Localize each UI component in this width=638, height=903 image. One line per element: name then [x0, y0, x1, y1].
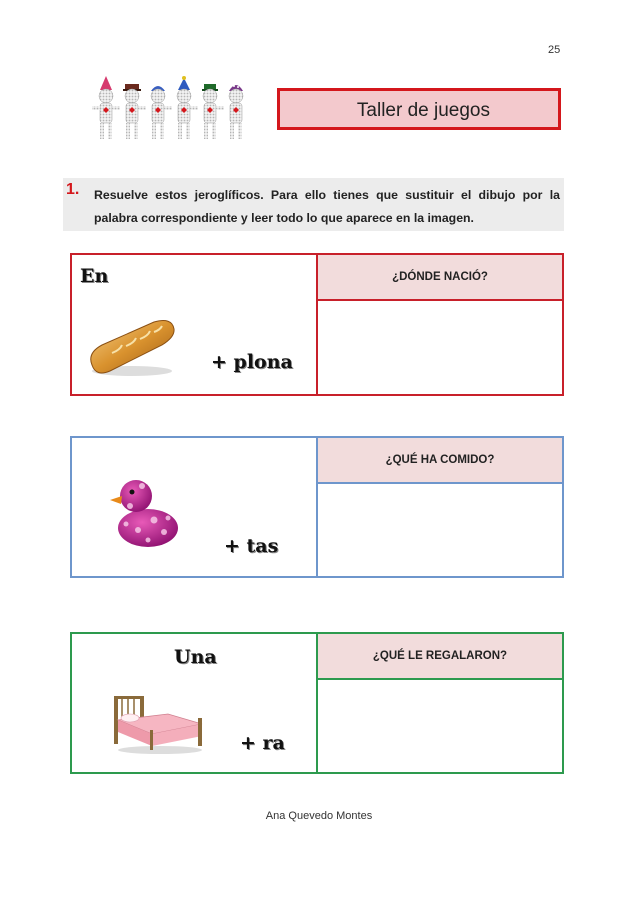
question-header: ¿QUÉ LE REGALARON?: [318, 634, 562, 680]
puzzle-box-3: [70, 632, 564, 774]
instruction-number: 1.: [66, 181, 80, 198]
hieroglyph-panel: [72, 255, 318, 394]
question-header: ¿DÓNDE NACIÓ?: [318, 255, 562, 301]
page-title: Taller de juegos: [356, 100, 490, 121]
title-box: [277, 88, 561, 130]
puzzle-box-1: [70, 253, 564, 396]
footer-author: Ana Quevedo Montes: [265, 810, 373, 822]
question-panel: [318, 438, 562, 576]
question-panel: [318, 255, 562, 394]
children-illustration: [88, 74, 256, 150]
bread-icon: [82, 317, 178, 379]
children-figures-icon: [88, 74, 256, 150]
answer-area[interactable]: [318, 301, 562, 394]
puzzle-box-2: [70, 436, 564, 578]
hieroglyph-panel: [72, 634, 318, 772]
hieroglyph-suffix: + plona: [211, 351, 293, 373]
answer-area[interactable]: [318, 680, 562, 772]
question-header: ¿QUÉ HA COMIDO?: [318, 438, 562, 484]
duck-icon: [108, 474, 180, 550]
hieroglyph-prefix: Una: [174, 646, 217, 668]
page-number: 25: [548, 44, 561, 56]
question-panel: [318, 634, 562, 772]
answer-area[interactable]: [318, 484, 562, 576]
instruction-text: Resuelve estos jeroglíficos. Para ello tienes que sustituir el dibujo por la palabra correspondiente y leer todo lo que aparece en la imagen.: [94, 188, 560, 225]
hieroglyph-prefix: En: [80, 265, 109, 287]
bed-icon: [108, 690, 208, 754]
hieroglyph-panel: [72, 438, 318, 576]
hieroglyph-suffix: + ra: [240, 732, 285, 754]
hieroglyph-suffix: + tas: [224, 535, 279, 557]
